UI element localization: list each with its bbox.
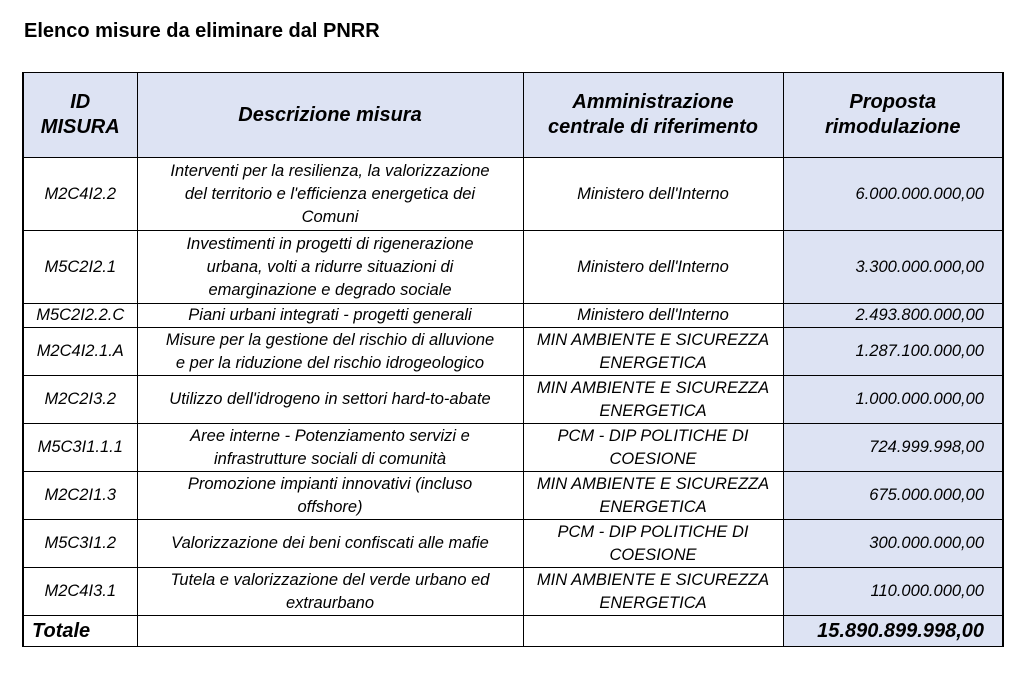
measure-description-line: Utilizzo dell'idrogeno in settori hard-to-abate [169,390,491,408]
measure-description-line: offshore) [297,497,363,516]
measure-administration-line: Ministero dell'Interno [577,184,729,203]
measure-administration-line: Ministero dell'Interno [577,306,729,324]
header-proposal-line: rimodulazione [824,116,961,138]
header-description: Descrizione misura [137,73,523,158]
measure-description [137,568,523,616]
measure-amount: 1.000.000.000,00 [783,376,1003,424]
measure-administration [523,424,783,472]
header-id-line: MISURA [40,116,120,138]
measure-amount: 300.000.000,00 [783,520,1003,568]
measure-id: M5C2I2.2.C [23,304,137,328]
measure-description [137,424,523,472]
total-empty-cell [137,616,523,647]
measure-description-line: del territorio e l'efficienza energetica dei [184,184,476,203]
measure-id: M2C4I2.1.A [23,328,137,376]
measure-id: M2C2I1.3 [23,472,137,520]
measure-administration [523,231,783,304]
measure-description-line: extraurbano [285,593,375,612]
table-row [23,472,1003,520]
measure-description [137,472,523,520]
measure-administration [523,304,783,328]
total-amount: 15.890.899.998,00 [783,616,1003,647]
measure-id: M2C4I3.1 [23,568,137,616]
measure-description [137,376,523,424]
measure-administration-line: Ministero dell'Interno [577,257,729,276]
table-row [23,328,1003,376]
measure-administration-line: PCM - DIP POLITICHE DI [557,522,749,541]
measure-id: M5C2I2.1 [23,231,137,304]
measure-administration-line: ENERGETICA [599,593,707,612]
measure-description [137,328,523,376]
measure-description-line: e per la riduzione del rischio idrogeologico [175,353,485,372]
measure-administration-line: ENERGETICA [599,497,707,516]
measure-description-line: Aree interne - Potenziamento servizi e [190,426,470,445]
header-row [23,73,1003,158]
measure-description-line: Promozione impianti innovativi (incluso [187,474,473,493]
measure-id: M2C2I3.2 [23,376,137,424]
measure-administration-line: COESIONE [609,449,697,468]
total-empty-cell [523,616,783,647]
measure-administration-line: ENERGETICA [599,401,707,420]
table-row [23,231,1003,304]
measure-administration [523,568,783,616]
header-administration-line: Amministrazione [572,91,734,113]
measure-amount: 724.999.998,00 [783,424,1003,472]
header-id-line: ID [70,91,91,113]
measure-amount: 2.493.800.000,00 [783,304,1003,328]
measure-administration [523,376,783,424]
table-row [23,304,1003,328]
measure-amount: 1.287.100.000,00 [783,328,1003,376]
measure-administration [523,158,783,231]
table-row [23,376,1003,424]
measure-description-line: Investimenti in progetti di rigenerazione [186,234,474,253]
table-row [23,424,1003,472]
measure-administration-line: MIN AMBIENTE E SICUREZZA [536,474,770,493]
measure-administration-line: MIN AMBIENTE E SICUREZZA [536,570,770,589]
header-proposal [783,73,1003,158]
measure-description-line: Tutela e valorizzazione del verde urbano ed [170,570,490,589]
header-proposal-line: Proposta [849,91,937,113]
header-administration [523,73,783,158]
header-id [23,73,137,158]
measure-description-line: Piani urbani integrati - progetti generali [188,306,472,324]
measure-administration-line: ENERGETICA [599,353,707,372]
measure-id: M5C3I1.1.1 [23,424,137,472]
measure-id: M2C4I2.2 [23,158,137,231]
measures-table [22,72,1004,647]
measure-description-line: Misure per la gestione del rischio di alluvione [165,330,495,349]
measure-administration-line: PCM - DIP POLITICHE DI [557,426,749,445]
table-body [23,158,1003,616]
measure-administration-line: MIN AMBIENTE E SICUREZZA [536,330,770,349]
measure-description-line: infrastrutture sociali di comunità [213,449,446,468]
header-administration-line: centrale di riferimento [547,116,759,138]
measure-amount: 6.000.000.000,00 [783,158,1003,231]
table-row [23,158,1003,231]
measure-description-line: Comuni [301,207,359,226]
measure-description-line: emarginazione e degrado sociale [208,280,452,299]
measure-description [137,520,523,568]
measure-administration [523,472,783,520]
measure-amount: 110.000.000,00 [783,568,1003,616]
page-title: Elenco misure da eliminare dal PNRR [24,20,380,42]
measure-description-line: Valorizzazione dei beni confiscati alle mafie [171,534,489,552]
measure-administration [523,520,783,568]
measure-amount: 3.300.000.000,00 [783,231,1003,304]
table-row [23,568,1003,616]
table-row [23,520,1003,568]
measure-description-line: Interventi per la resilienza, la valorizzazione [170,161,490,180]
measure-description [137,231,523,304]
measure-description-line: urbana, volti a ridurre situazioni di [206,257,454,276]
measure-description [137,158,523,231]
total-label: Totale [23,616,137,647]
measure-administration-line: MIN AMBIENTE E SICUREZZA [536,378,770,397]
measure-id: M5C3I1.2 [23,520,137,568]
measure-administration [523,328,783,376]
measure-amount: 675.000.000,00 [783,472,1003,520]
total-row [23,616,1003,647]
measure-description [137,304,523,328]
measure-administration-line: COESIONE [609,545,697,564]
